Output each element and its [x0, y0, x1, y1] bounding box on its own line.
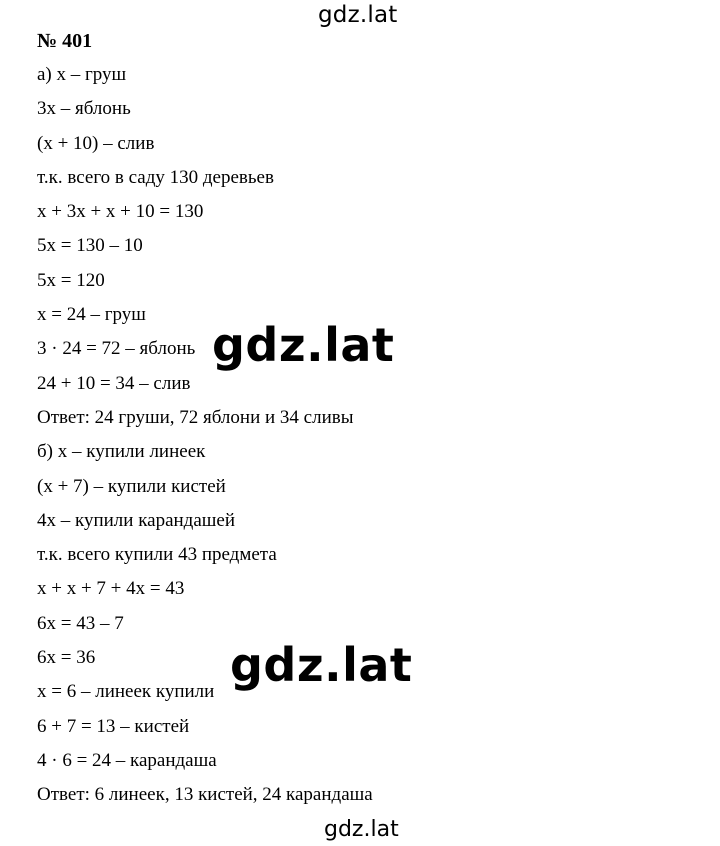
solution-line: 4 · 6 = 24 – карандаша	[37, 749, 217, 771]
solution-line: х = 6 – линеек купили	[37, 681, 215, 703]
solution-line: б) х – купили линеек	[37, 441, 206, 463]
watermark-middle-2: gdz.lat	[230, 638, 413, 692]
solution-line: х = 24 – груш	[37, 304, 146, 326]
solution-line: 5х = 120	[37, 269, 105, 291]
watermark-middle-1: gdz.lat	[212, 318, 395, 372]
watermark-bottom: gdz.lat	[324, 817, 399, 842]
solution-line: т.к. всего в саду 130 деревьев	[37, 166, 274, 188]
solution-line: 6х = 36	[37, 647, 96, 669]
solution-line: 4х – купили карандашей	[37, 509, 236, 531]
solution-line: Ответ: 6 линеек, 13 кистей, 24 карандаша	[37, 784, 373, 806]
solution-line: 6 + 7 = 13 – кистей	[37, 715, 190, 737]
solution-line: (х + 7) – купили кистей	[37, 475, 226, 497]
solution-line: т.к. всего купили 43 предмета	[37, 544, 277, 566]
solution-line: 5х = 130 – 10	[37, 235, 143, 257]
solution-line: 3х – яблонь	[37, 98, 131, 120]
problem-number: № 401	[37, 30, 93, 52]
solution-line: х + х + 7 + 4х = 43	[37, 578, 185, 600]
solution-line: 24 + 10 = 34 – слив	[37, 372, 191, 394]
solution-line: 6х = 43 – 7	[37, 612, 124, 634]
solution-line: 3 · 24 = 72 – яблонь	[37, 338, 196, 360]
watermark-top: gdz.lat	[318, 2, 398, 28]
solution-lines	[37, 62, 373, 817]
solution-line: х + 3х + х + 10 = 130	[37, 201, 204, 223]
solution-line: а) х – груш	[37, 64, 127, 85]
solution-line: (х + 10) – слив	[37, 132, 155, 154]
solution-line: Ответ: 24 груши, 72 яблони и 34 сливы	[37, 406, 354, 428]
